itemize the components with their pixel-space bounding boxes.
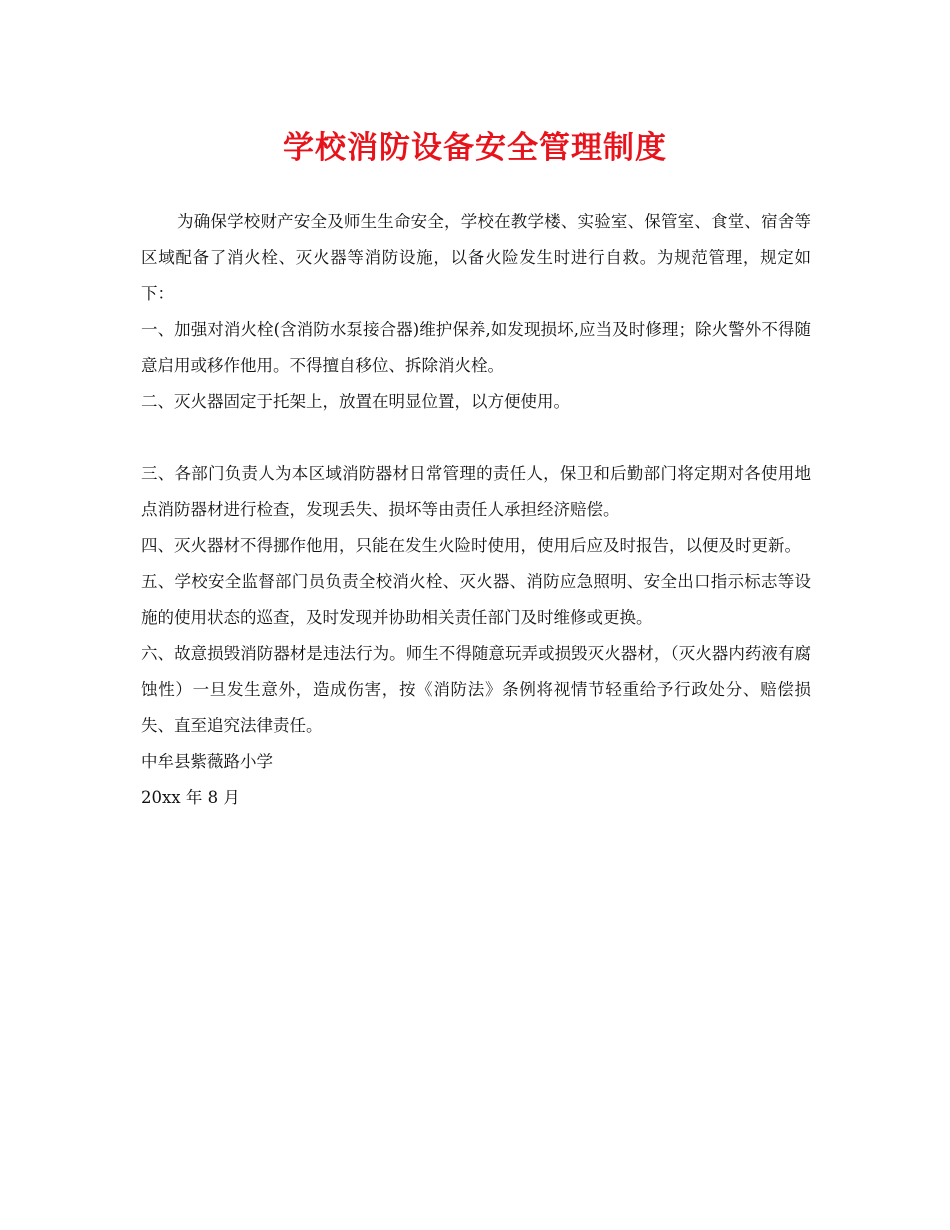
document-body [141, 204, 811, 816]
rule-item-4: 四、灭火器材不得挪作他用，只能在发生火险时使用，使用后应及时报告，以便及时更新。 [141, 536, 801, 555]
rule-item-5: 五、学校安全监督部门员负责全校消火栓、灭火器、消防应急照明、安全出口指示标志等设施的使用状态的巡查，及时发现并协助相关责任部门及时维修或更换。 [141, 572, 811, 627]
signature-line: 中牟县紫薇路小学 [141, 752, 273, 771]
rule-item-6: 六、故意损毁消防器材是违法行为。师生不得随意玩弄或损毁灭火器材，（灭火器内药液有腐蚀性）一旦发生意外，造成伤害，按《消防法》条例将视情节轻重给予行政处分、赔偿损失、直至追究法律责任。 [141, 644, 811, 735]
rule-item-1: 一、加强对消火栓(含消防水泵接合器)维护保养,如发现损坏,应当及时修理；除火警外不得随意启用或移作他用。不得擅自移位、拆除消火栓。 [141, 320, 811, 375]
date-line: 20xx 年 8 月 [141, 788, 240, 807]
rule-item-3: 三、各部门负责人为本区域消防器材日常管理的责任人，保卫和后勤部门将定期对各使用地点消防器材进行检查，发现丢失、损坏等由责任人承担经济赔偿。 [141, 464, 811, 519]
intro-paragraph: 为确保学校财产安全及师生生命安全，学校在教学楼、实验室、保管室、食堂、宿舍等区域配备了消火栓、灭火器等消防设施，以备火险发生时进行自救。为规范管理，规定如下： [141, 212, 811, 303]
document-title: 学校消防设备安全管理制度 [283, 130, 667, 166]
rule-item-2: 二、灭火器固定于托架上，放置在明显位置，以方便使用。 [141, 392, 570, 411]
